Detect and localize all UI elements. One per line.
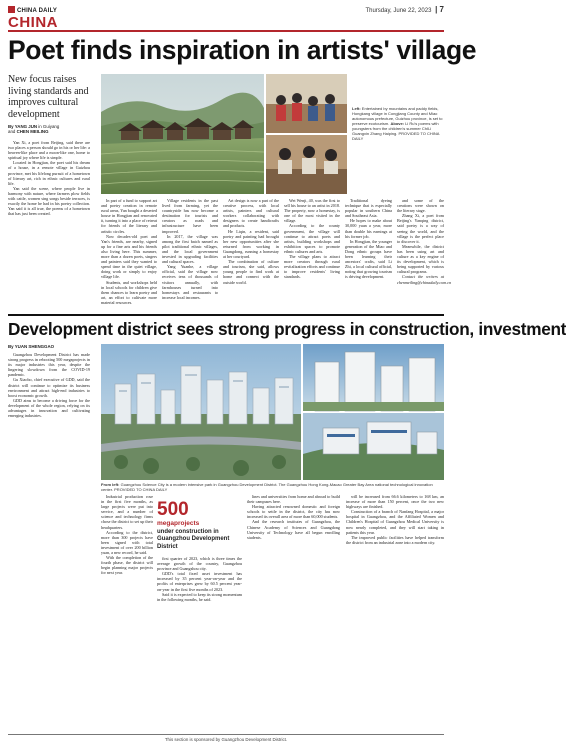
paragraph: In 2017, the village was among the first batch named as pilot traditional ethnic villages, and the local government invested in upgrading facilities and cultural spaces. <box>162 233 218 265</box>
logo-mark-icon <box>8 6 15 13</box>
publication-name: CHINA DAILY <box>17 8 58 14</box>
paragraph: Village residents in the past lived from farming, yet the countryside has now become a destination for tourists and creators as roads and infrastructure have been improved. <box>162 198 218 234</box>
publication-logo <box>8 6 57 14</box>
paragraph: According to the district, more than 300 projects have been signed with total investment of over 200 billion yuan, a new record, he said. <box>101 529 153 556</box>
paragraph: first quarter of 2023, which is three times the average growth of the country, Guangzhou province and Guangzhou city. <box>157 556 242 572</box>
paragraph: Yang Yuanhe, a village official, said the village now receives tens of thousands of visitors annually, with farmhouses turned into homestays and restaurants to increase local incomes. <box>162 264 218 300</box>
paragraph: The improved public facilities have helped transform the district from an industrial zone into a modern city. <box>346 534 444 545</box>
author-name: CHEN MEILING <box>16 129 49 135</box>
paragraph: Traditional dyeing technique that is especially popular in southern China and Southeast Asia. <box>345 198 392 219</box>
paragraph: The village plans to attract more creators through rural revitalization efforts and continue to improve residents' living standards. <box>284 254 340 280</box>
paragraph: GDD's total fixed asset investment has increased by 35 percent year-on-year and the profits of enterprises grew by 60.5 percent year-on-year in the first five months of 2023. <box>157 571 242 592</box>
story2-column-3 <box>157 556 242 732</box>
caption-label: From left: <box>101 482 120 487</box>
paragraph: The combination of culture and tourism, she said, allows young people to find work at home and connect with the outside world. <box>223 259 279 285</box>
footer-divider <box>8 734 444 735</box>
story1-column-6 <box>345 198 392 310</box>
paragraph: lines and universities from home and abroad to build their campuses here. <box>247 494 340 505</box>
author-name: By YUAN SHENGGAO <box>8 344 55 349</box>
section-title: CHINA <box>8 14 58 31</box>
caption-text: Entertained by mountains and paddy fields, Hongkang village in Congjiang County and Miao autonomous prefecture, Guizhou province, is set to preserve ecotourism. <box>352 106 443 126</box>
paragraph: GDD aims to become a driving force for the development of the whole region, relying on its advantages in innovation and cultivating emerging industries. <box>8 397 90 419</box>
story1-subhead: New focus raises living standards and improves cultural development <box>8 74 89 120</box>
author-name: By YANG JUN <box>8 124 38 129</box>
paragraph: Art design is now a part of the creative process, with local artists, painters and cultural workers collaborating with designers to create handicrafts and products. <box>223 198 279 229</box>
paragraph: He hopes to make about 30,000 yuan a year, more than double his earnings at his former job. <box>345 218 392 239</box>
page-number: 7 <box>439 5 444 14</box>
paragraph: will be increased from 66.6 kilometers to 168 km, an increase of more than 150 percent, once the two new highways are finished. <box>346 494 444 510</box>
paragraph: In Hongjian, the younger generation of the Miao and Dong ethnic groups have been learning their ancestors' crafts, said Li Zhi, a local cultural official, noting that growing tourism is driving development. <box>345 238 392 280</box>
story1-caption <box>352 106 444 141</box>
caption-label: Above: <box>390 121 405 126</box>
paragraph: Students, and workshops held in local schools for children give them chances to learn poetry and art, an effort to cultivate more material resources. <box>101 279 157 305</box>
story2-byline <box>8 344 98 349</box>
photo-credit: PROVIDED TO CHINA DAILY <box>114 487 168 492</box>
paragraph: He Liqin, a resident, said poetry and painting had brought her new opportunities after she returned from working in Guangdong, running a homestay at her courtyard. <box>223 228 279 260</box>
story1-column-1 <box>8 140 90 310</box>
story2-photo <box>101 344 444 480</box>
story1-column-4 <box>223 198 279 310</box>
paragraph: According to the county government, the village will continue to attract poets and artists, building workshops and exhibition spaces to promote ethnic cultures and arts. <box>284 223 340 254</box>
stat-number: 500 <box>157 499 189 520</box>
contact-line: Contact the writers at chenmeiling@chinadaily.com.cn <box>397 274 452 285</box>
story2-column-4 <box>247 494 340 732</box>
photo-credit: PROVIDED TO CHINA DAILY <box>352 131 440 141</box>
byline-conjunction: and <box>8 129 16 135</box>
story1-photo <box>101 74 347 194</box>
story1-column-7 <box>397 198 452 310</box>
story1-column-5 <box>284 198 340 310</box>
paragraph: In part of a fund to support art and poetry creation in remote rural areas, Yan bought a deserted house in Hongjian and renovated it, turning it into a place of retreat for friends of the literary and artistic circles. <box>101 198 157 234</box>
caption-text: Guangzhou Science City is a modern intensive park in Guangzhou Development District. The Guangzhou Hong Kong-Macao Greater Bay Area national technological innovation center. <box>101 482 433 492</box>
paragraph: Now decades-old poet and Yan's friends, are nearby, signed up for a fine arts and his friends also living here. This summer, more than a dozen poets, singers and painters said they wanted to spend time in the quiet village, doing work or simply to enjoy village life. <box>101 233 157 280</box>
stat-description: under construction in Guangzhou Development District <box>157 529 230 550</box>
key-stat-box <box>157 500 242 551</box>
district-photo-image <box>101 344 444 480</box>
issue-date: Thursday, June 22, 2023 <box>365 8 432 14</box>
paragraph: Yan Xi, a poet from Beijing, said there are two places a person should go in his or her life: a heaven-like place and a moon-like one, home to spiritual joy where life is simple. <box>8 140 90 161</box>
caption-label: Left: <box>352 106 361 111</box>
paragraph: Construction of a branch of Nanfang Hospital, a major hospital in Guangzhou, and the Affiliated Women and Children's Hospital of Guangzhou Medical University is now nearly completed, and they will start taking in patients this year. <box>346 509 444 535</box>
paragraph: Said it is expected to keep its strong momentum in the following months, he said. <box>157 591 242 602</box>
paragraph: Having attracted renowned domestic and foreign schools to settle in the district, the city has now increased its overall area of more than 60,000 students. <box>247 504 340 520</box>
story1-column-2 <box>101 198 157 310</box>
story1-column-3 <box>162 198 218 310</box>
story1-byline <box>8 124 90 134</box>
village-photo-image <box>101 74 347 194</box>
section-bar <box>8 14 444 32</box>
story2-caption <box>101 482 444 492</box>
date-line: Thursday, June 22, 2023 | 7 <box>365 5 444 14</box>
paragraph: Located in Hongjian, the poet said his dream of a house, in a remote village in Guizhou province, met his lifelong pursuit of a hometown of literary art, rich in ethnic cultures and rural life. <box>8 160 90 186</box>
paragraph: Guangzhou Development District has made strong progress in rebooting 500 megaprojects in its major industries this year, despite the lingering slowdown from the COVID-19 pandemic. <box>8 352 90 378</box>
stat-unit: megaprojects <box>157 520 200 527</box>
paragraph: With the completion of the fourth phase, the district will begin planning major projects for next year. <box>101 555 153 576</box>
story1-headline: Poet finds inspiration in artists' village <box>8 35 477 65</box>
caption-text: Li Ru's poems with youngsters from the children's summer ChILi Guangxin Zhang Haiping. <box>352 121 439 136</box>
paragraph: And the research institutes of Guangzhou, the Chinese Academy of Sciences and Guangdong University of Technology have all begun enrolling students. <box>247 519 340 540</box>
paragraph: Yan said the scene, where people live in harmony with nature, where farmers plow fields with cattle, women sing songs beside terraces, is exactly the home he had in his poetry collection. Yan said it is all true, the poems of a hometown that has just been created. <box>8 185 90 217</box>
story2-headline: Development district sees strong progress in construction, investment <box>8 319 566 339</box>
author-affiliation: in Guiyang <box>38 124 60 129</box>
story2-column-5 <box>346 494 444 732</box>
paragraph: Industrial production rose in the first five months, as large projects were put into service, and a number of science and technology firms chose the district to set up their headquarters. <box>101 494 153 530</box>
story2-column-1 <box>8 352 90 732</box>
section-divider <box>8 314 444 316</box>
paragraph: Zhang Xi, a poet from Beijing's Yanqing district, said poetry is a way of seeing the world, and the village is the perfect place to discover it. <box>397 213 444 244</box>
story2-column-2 <box>101 494 153 732</box>
paragraph: Wei Wenji, 40, was the first to sell his house to an artist in 2018. The property, now a homestay, is one of the most visited in the village. <box>284 198 340 224</box>
paragraph: and some of the creations were shown on the literary stage. <box>397 198 444 214</box>
sponsor-footer: This section is sponsored by Guangzhou Development District. <box>164 737 288 742</box>
paragraph: Meanwhile, the district has been using art and culture as a key engine of its development, which is being supported by various cultural programs. <box>397 243 444 275</box>
paragraph: Gu Xiaobo, chief executive of GDD, said the district will continue to optimize its business environment and attract high-end industries to boost economic growth. <box>8 377 90 398</box>
